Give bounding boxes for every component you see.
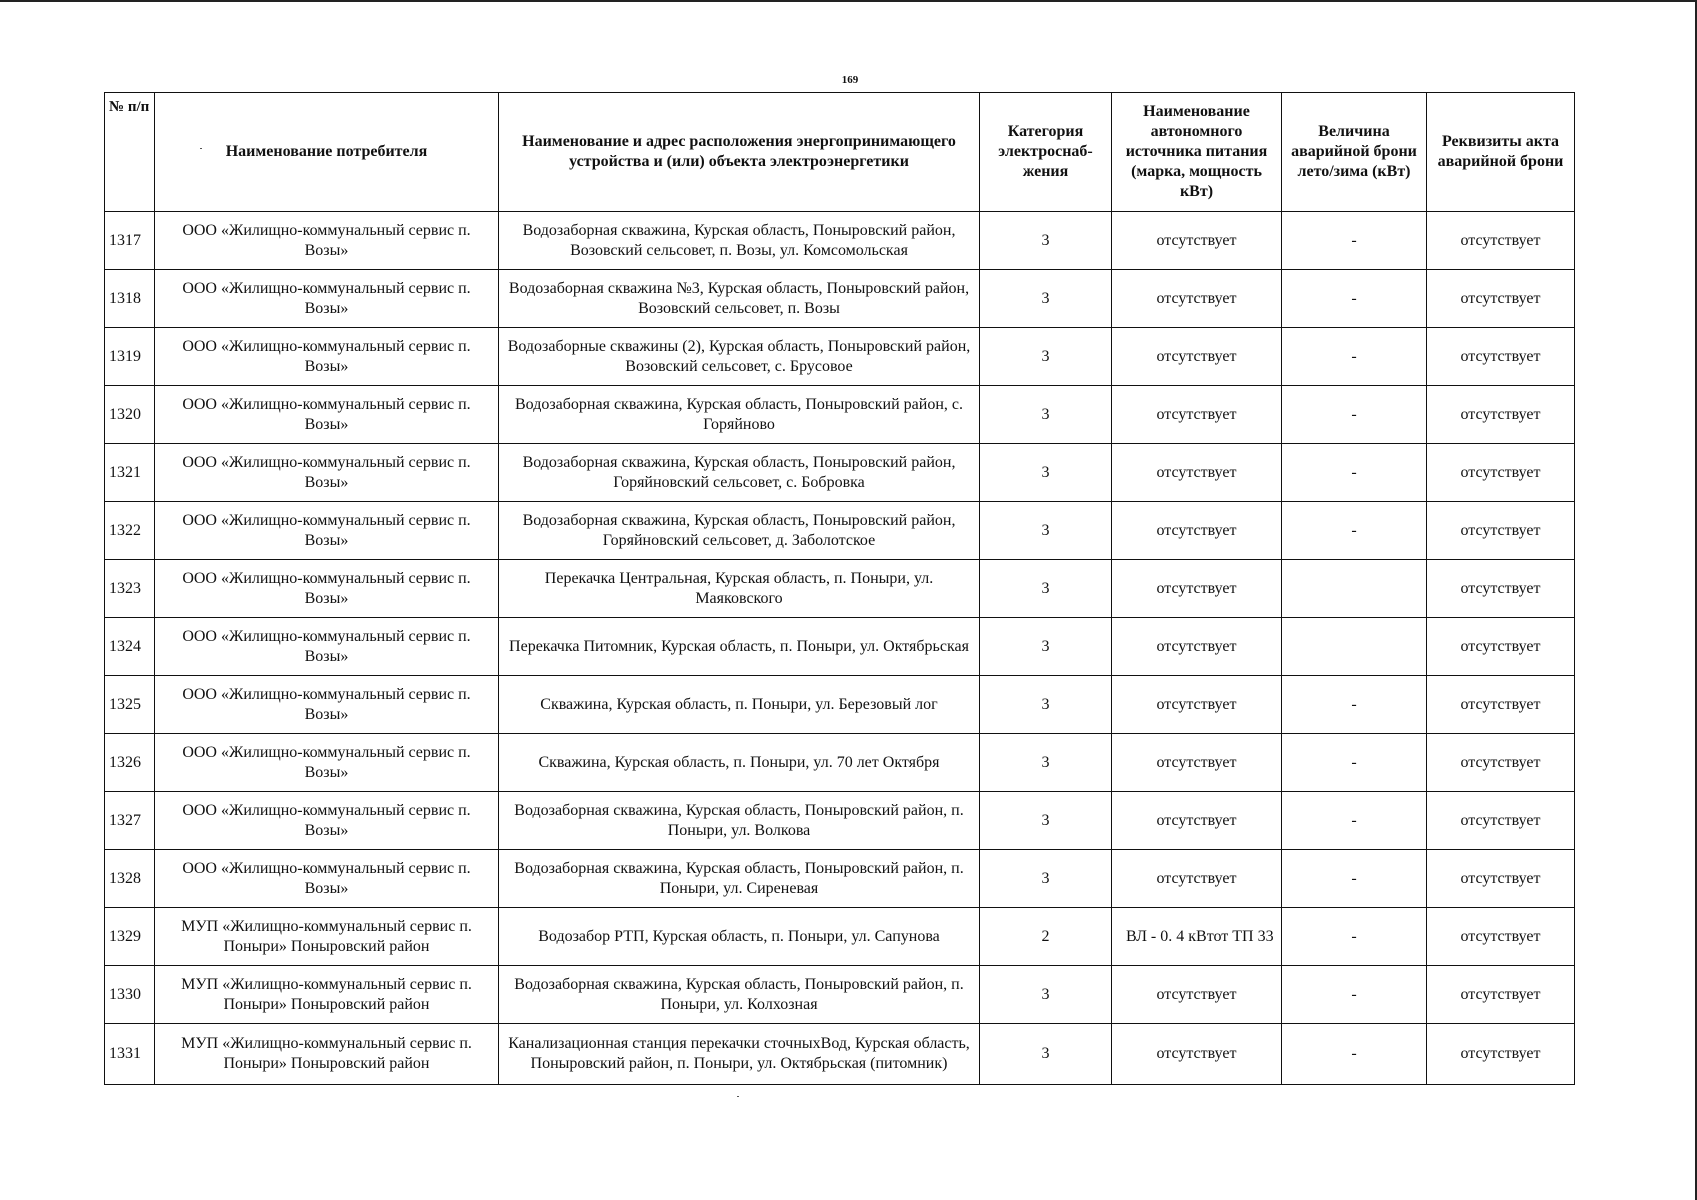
object-address: Водозаборная скважина №3, Курская область, Поныровский район, Возовский сельсовет, п. Возы — [499, 270, 980, 328]
supply-category: 3 — [980, 444, 1112, 502]
header-category: Категория электроснаб-жения — [980, 93, 1112, 212]
row-number: 1320 — [105, 386, 155, 444]
supply-category: 3 — [980, 618, 1112, 676]
reserve-value: - — [1282, 270, 1427, 328]
supply-category: 3 — [980, 212, 1112, 270]
reserve-act: отсутствует — [1427, 560, 1575, 618]
object-address: Водозаборная скважина, Курская область, Поныровский район, Горяйновский сельсовет, с. Бобровка — [499, 444, 980, 502]
consumer-name: ООО «Жилищно-коммунальный сервис п. Возы» — [155, 444, 499, 502]
reserve-value: - — [1282, 502, 1427, 560]
table-header-row — [105, 93, 1575, 212]
table-row — [105, 618, 1575, 676]
autonomous-source: отсутствует — [1112, 560, 1282, 618]
reserve-act: отсутствует — [1427, 1024, 1575, 1085]
reserve-act: отсутствует — [1427, 908, 1575, 966]
scan-speck — [737, 1096, 739, 1097]
reserve-act: отсутствует — [1427, 328, 1575, 386]
object-address: Водозаборная скважина, Курская область, Поныровский район, п. Поныри, ул. Сиреневая — [499, 850, 980, 908]
consumer-name: ООО «Жилищно-коммунальный сервис п. Возы» — [155, 618, 499, 676]
consumer-name: МУП «Жилищно-коммунальный сервис п. Поныри» Поныровский район — [155, 908, 499, 966]
object-address: Водозаборная скважина, Курская область, Поныровский район, Возовский сельсовет, п. Возы, ул. Комсомольская — [499, 212, 980, 270]
row-number: 1318 — [105, 270, 155, 328]
row-number: 1319 — [105, 328, 155, 386]
reserve-value — [1282, 618, 1427, 676]
autonomous-source: отсутствует — [1112, 386, 1282, 444]
table-row — [105, 328, 1575, 386]
table-row — [105, 1024, 1575, 1085]
supply-category: 3 — [980, 502, 1112, 560]
row-number: 1326 — [105, 734, 155, 792]
row-number: 1331 — [105, 1024, 155, 1085]
autonomous-source: отсутствует — [1112, 502, 1282, 560]
scan-edge-top — [0, 0, 1697, 2]
table-row — [105, 792, 1575, 850]
table-row — [105, 270, 1575, 328]
consumer-name: ООО «Жилищно-коммунальный сервис п. Возы» — [155, 212, 499, 270]
supply-category: 3 — [980, 560, 1112, 618]
row-number: 1330 — [105, 966, 155, 1024]
consumer-name: ООО «Жилищно-коммунальный сервис п. Возы» — [155, 792, 499, 850]
supply-category: 3 — [980, 386, 1112, 444]
object-address: Скважина, Курская область, п. Поныри, ул. 70 лет Октября — [499, 734, 980, 792]
reserve-value: - — [1282, 676, 1427, 734]
row-number: 1327 — [105, 792, 155, 850]
table-row — [105, 908, 1575, 966]
consumer-name: МУП «Жилищно-коммунальный сервис п. Поныри» Поныровский район — [155, 1024, 499, 1085]
scan-speck — [200, 148, 202, 149]
page-number: 169 — [841, 74, 859, 86]
consumer-name: ООО «Жилищно-коммунальный сервис п. Возы» — [155, 850, 499, 908]
object-address: Перекачка Питомник, Курская область, п. Поныри, ул. Октябрьская — [499, 618, 980, 676]
object-address: Скважина, Курская область, п. Поныри, ул. Березовый лог — [499, 676, 980, 734]
supply-category: 2 — [980, 908, 1112, 966]
autonomous-source: отсутствует — [1112, 966, 1282, 1024]
header-act: Реквизиты акта аварийной брони — [1427, 93, 1575, 212]
autonomous-source: ВЛ - 0. 4 кВтот ТП 33 — [1112, 908, 1282, 966]
row-number: 1321 — [105, 444, 155, 502]
reserve-act: отсутствует — [1427, 386, 1575, 444]
supply-category: 3 — [980, 676, 1112, 734]
supply-category: 3 — [980, 1024, 1112, 1085]
supply-category: 3 — [980, 792, 1112, 850]
row-number: 1328 — [105, 850, 155, 908]
autonomous-source: отсутствует — [1112, 734, 1282, 792]
autonomous-source: отсутствует — [1112, 328, 1282, 386]
supply-category: 3 — [980, 270, 1112, 328]
reserve-act: отсутствует — [1427, 966, 1575, 1024]
header-object: Наименование и адрес расположения энергопринимающего устройства и (или) объекта электроэнергетики — [499, 93, 980, 212]
reserve-value: - — [1282, 966, 1427, 1024]
reserve-act: отсутствует — [1427, 444, 1575, 502]
reserve-act: отсутствует — [1427, 270, 1575, 328]
consumer-name: ООО «Жилищно-коммунальный сервис п. Возы» — [155, 734, 499, 792]
row-number: 1324 — [105, 618, 155, 676]
supply-category: 3 — [980, 850, 1112, 908]
row-number: 1325 — [105, 676, 155, 734]
supply-category: 3 — [980, 966, 1112, 1024]
consumer-name: ООО «Жилищно-коммунальный сервис п. Возы» — [155, 676, 499, 734]
object-address: Водозаборная скважина, Курская область, Поныровский район, Горяйновский сельсовет, д. Заболотское — [499, 502, 980, 560]
table-row — [105, 560, 1575, 618]
autonomous-source: отсутствует — [1112, 850, 1282, 908]
consumer-name: МУП «Жилищно-коммунальный сервис п. Поныри» Поныровский район — [155, 966, 499, 1024]
object-address: Водозабор РТП, Курская область, п. Поныри, ул. Сапунова — [499, 908, 980, 966]
reserve-registry-table — [104, 92, 1575, 1085]
table-row — [105, 386, 1575, 444]
supply-category: 3 — [980, 734, 1112, 792]
reserve-act: отсутствует — [1427, 618, 1575, 676]
reserve-value: - — [1282, 212, 1427, 270]
row-number: 1317 — [105, 212, 155, 270]
consumer-name: ООО «Жилищно-коммунальный сервис п. Возы» — [155, 560, 499, 618]
row-number: 1322 — [105, 502, 155, 560]
object-address: Перекачка Центральная, Курская область, п. Поныри, ул. Маяковского — [499, 560, 980, 618]
supply-category: 3 — [980, 328, 1112, 386]
reserve-value: - — [1282, 386, 1427, 444]
reserve-value: - — [1282, 850, 1427, 908]
reserve-value: - — [1282, 1024, 1427, 1085]
reserve-value: - — [1282, 734, 1427, 792]
reserve-act: отсутствует — [1427, 212, 1575, 270]
reserve-act: отсутствует — [1427, 850, 1575, 908]
table-row — [105, 444, 1575, 502]
autonomous-source: отсутствует — [1112, 792, 1282, 850]
reserve-act: отсутствует — [1427, 502, 1575, 560]
autonomous-source: отсутствует — [1112, 618, 1282, 676]
consumer-name: ООО «Жилищно-коммунальный сервис п. Возы» — [155, 386, 499, 444]
header-num: № п/п — [105, 93, 155, 212]
header-consumer: Наименование потребителя — [155, 93, 499, 212]
object-address: Водозаборная скважина, Курская область, Поныровский район, п. Поныри, ул. Колхозная — [499, 966, 980, 1024]
autonomous-source: отсутствует — [1112, 676, 1282, 734]
table-row — [105, 212, 1575, 270]
autonomous-source: отсутствует — [1112, 1024, 1282, 1085]
table-row — [105, 966, 1575, 1024]
table-row — [105, 734, 1575, 792]
reserve-value: - — [1282, 792, 1427, 850]
reserve-act: отсутствует — [1427, 676, 1575, 734]
autonomous-source: отсутствует — [1112, 444, 1282, 502]
object-address: Канализационная станция перекачки сточныхВод, Курская область, Поныровский район, п. Поныри, ул. Октябрьская (питомник) — [499, 1024, 980, 1085]
reserve-value — [1282, 560, 1427, 618]
object-address: Водозаборная скважина, Курская область, Поныровский район, с. Горяйново — [499, 386, 980, 444]
autonomous-source: отсутствует — [1112, 212, 1282, 270]
header-source: Наименование автономного источника питания (марка, мощность кВт) — [1112, 93, 1282, 212]
row-number: 1323 — [105, 560, 155, 618]
reserve-act: отсутствует — [1427, 734, 1575, 792]
object-address: Водозаборные скважины (2), Курская область, Поныровский район, Возовский сельсовет, с. Брусовое — [499, 328, 980, 386]
table-row — [105, 850, 1575, 908]
reserve-value: - — [1282, 908, 1427, 966]
table-row — [105, 502, 1575, 560]
reserve-value: - — [1282, 328, 1427, 386]
table-row — [105, 676, 1575, 734]
consumer-name: ООО «Жилищно-коммунальный сервис п. Возы» — [155, 502, 499, 560]
row-number: 1329 — [105, 908, 155, 966]
header-reserve: Величина аварийной брони лето/зима (кВт) — [1282, 93, 1427, 212]
reserve-value: - — [1282, 444, 1427, 502]
consumer-name: ООО «Жилищно-коммунальный сервис п. Возы» — [155, 270, 499, 328]
consumer-name: ООО «Жилищно-коммунальный сервис п. Возы» — [155, 328, 499, 386]
autonomous-source: отсутствует — [1112, 270, 1282, 328]
object-address: Водозаборная скважина, Курская область, Поныровский район, п. Поныри, ул. Волкова — [499, 792, 980, 850]
reserve-act: отсутствует — [1427, 792, 1575, 850]
